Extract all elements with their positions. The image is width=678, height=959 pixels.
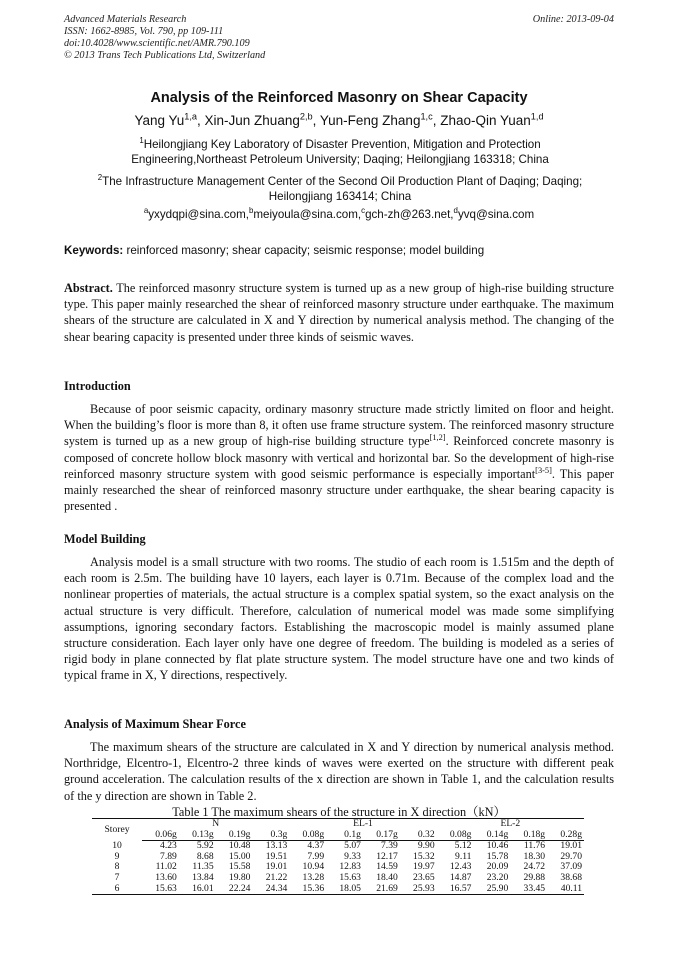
author-name: Yang Yu xyxy=(134,113,185,128)
shear-table xyxy=(92,818,584,895)
table-body xyxy=(92,841,584,895)
shear-value-cell: 15.00 xyxy=(228,850,251,862)
affiliation-sup: 2 xyxy=(97,173,103,183)
acceleration-header: 0.19g xyxy=(216,830,253,841)
shear-value-cell: 13.84 xyxy=(192,871,214,883)
shear-value-cell: 24.72 xyxy=(523,861,546,873)
journal-doi: doi:10.4028/www.scientific.net/AMR.790.109 xyxy=(64,38,250,49)
shear-value-cell: 18.30 xyxy=(523,850,546,862)
author-sup: 1,c xyxy=(420,111,433,122)
shear-value-cell: 19.01 xyxy=(265,861,288,873)
shear-value-cell: 10.48 xyxy=(228,840,251,852)
intro-text-3: . This paper mainly researched the shear of reinforced masonry structure under earthquake, the shear bearing capacity is presented . xyxy=(64,466,615,514)
shear-value-cell: 7.89 xyxy=(160,850,177,862)
shear-value-cell: 12.43 xyxy=(449,861,472,873)
author-name: Yun-Feng Zhang xyxy=(319,113,421,128)
shear-value-cell: 21.22 xyxy=(265,871,288,883)
shear-value-cell: 23.20 xyxy=(486,871,509,883)
author-name: Xin-Jun Zhuang xyxy=(204,113,300,128)
shear-value-cell: 12.17 xyxy=(376,850,398,862)
shear-value-cell: 11.76 xyxy=(523,840,546,852)
acceleration-header: 0.1g xyxy=(326,830,363,841)
shear-value-cell: 20.09 xyxy=(486,861,509,873)
shear-value-cell: 15.63 xyxy=(142,884,179,895)
citation[interactable]: [3-5] xyxy=(535,465,552,475)
author-sup: 1,d xyxy=(530,111,544,122)
journal-copyright: © 2013 Trans Tech Publications Ltd, Switzerland xyxy=(64,50,266,61)
introduction-paragraph xyxy=(64,401,614,514)
shear-value-cell: 19.80 xyxy=(228,871,251,883)
group-header: EL-1 xyxy=(289,819,436,830)
email-address[interactable]: yvq@sina.com xyxy=(457,208,535,221)
shear-value-cell: 11.02 xyxy=(155,861,177,873)
table-row xyxy=(92,884,584,895)
table-caption: Table 1 The maximum shears of the structure in X direction（kN） xyxy=(172,805,506,819)
citation[interactable]: [1,2] xyxy=(429,433,446,443)
shear-value-cell: 7.39 xyxy=(381,840,398,852)
shear-value-cell: 9.90 xyxy=(417,840,435,852)
shear-value-cell: 21.69 xyxy=(363,884,400,895)
shear-value-cell: 7.99 xyxy=(307,850,325,862)
acceleration-header: 0.32 xyxy=(400,830,437,841)
shear-value-cell: 18.05 xyxy=(326,884,363,895)
table-row xyxy=(92,873,584,884)
table-subheader-row xyxy=(92,830,584,841)
shear-value-cell: 15.78 xyxy=(486,850,509,862)
shear-value-cell: 4.37 xyxy=(307,840,325,852)
section-heading-model-building: Model Building xyxy=(64,532,146,546)
shear-value-cell: 16.57 xyxy=(437,884,474,895)
email-address[interactable]: gch-zh@263.net, xyxy=(365,208,454,221)
author-sup: 2,b xyxy=(299,111,313,122)
shear-value-cell: 37.09 xyxy=(560,861,582,873)
affiliation-line: Engineering,Northeast Petroleum University; Daqing; Heilongjiang 163318; China xyxy=(131,153,549,166)
abstract-label: Abstract. xyxy=(64,281,113,295)
shear-value-cell: 29.70 xyxy=(560,850,582,862)
group-header: N xyxy=(142,819,289,830)
shear-value-cell: 14.87 xyxy=(449,871,472,883)
shear-value-cell: 8.68 xyxy=(196,850,214,862)
shear-value-cell: 16.01 xyxy=(179,884,216,895)
shear-value-cell: 14.59 xyxy=(376,861,398,873)
storey-cell: 6 xyxy=(92,884,142,895)
shear-value-cell: 9.33 xyxy=(344,850,361,862)
shear-value-cell: 29.88 xyxy=(523,871,546,883)
email-sup: b xyxy=(248,206,254,216)
shear-value-cell: 15.36 xyxy=(289,884,326,895)
keywords-label: Keywords: xyxy=(64,244,124,257)
shear-value-cell: 15.32 xyxy=(413,850,435,862)
shear-value-cell: 15.58 xyxy=(228,861,251,873)
storey-cell: 7 xyxy=(114,871,120,883)
author-emails xyxy=(0,208,678,221)
email-sup: c xyxy=(361,206,366,216)
storey-header: Storey xyxy=(92,819,142,841)
shear-value-cell: 9.11 xyxy=(455,850,472,862)
shear-value-cell: 13.60 xyxy=(155,871,177,883)
shear-value-cell: 40.11 xyxy=(547,884,584,895)
shear-value-cell: 13.13 xyxy=(265,840,288,852)
group-header: EL-2 xyxy=(437,819,584,830)
affiliation-1 xyxy=(60,137,620,167)
paper-title: Analysis of the Reinforced Masonry on Shear Capacity xyxy=(150,90,528,106)
shear-value-cell: 5.92 xyxy=(196,840,214,852)
affiliation-line: The Infrastructure Management Center of the Second Oil Production Plant of Daqing; Daqing; xyxy=(102,175,583,188)
shear-value-cell: 19.97 xyxy=(413,861,435,873)
email-address[interactable]: meiyoula@sina.com, xyxy=(253,208,362,221)
acceleration-header: 0.08g xyxy=(289,830,326,841)
table-group-row xyxy=(92,819,584,830)
acceleration-header: 0.17g xyxy=(363,830,400,841)
acceleration-header: 0.13g xyxy=(179,830,216,841)
affiliation-sup: 1 xyxy=(139,136,144,146)
author-list: Yang Yu$^{1,a}$, Xin-Jun Zhuang$^{2,b}$, Yun-Feng Zhang$^{1,c}$, Zhao-Qin Yuan$^{1,d}$ xyxy=(134,111,544,128)
acceleration-header: 0.18g xyxy=(510,830,547,841)
shear-value-cell: 23.65 xyxy=(413,871,435,883)
author-name: Zhao-Qin Yuan xyxy=(440,113,531,128)
shear-value-cell: 11.35 xyxy=(192,861,214,873)
shear-value-cell: 5.12 xyxy=(454,840,472,852)
journal-header xyxy=(64,14,265,62)
affiliation-line: Heilongjiang 163414; China xyxy=(268,190,412,203)
storey-cell: 8 xyxy=(114,861,120,873)
section-heading-shear-force: Analysis of Maximum Shear Force xyxy=(64,717,246,731)
journal-name: Advanced Materials Research xyxy=(64,14,187,25)
email-address[interactable]: yxydqpi@sina.com, xyxy=(148,208,249,221)
shear-value-cell: 24.34 xyxy=(252,884,289,895)
email-sup: d xyxy=(453,206,458,216)
shear-value-cell: 19.01 xyxy=(560,840,582,852)
shear-value-cell: 38.68 xyxy=(560,871,582,883)
journal-issn: ISSN: 1662-8985, Vol. 790, pp 109-111 xyxy=(64,26,224,37)
shear-value-cell: 33.45 xyxy=(510,884,547,895)
acceleration-header: 0.14g xyxy=(473,830,510,841)
intro-text-2: . Reinforced concrete masonry is composed of concrete hollow block masonry with vertical and horizontal bar. So the development of high-rise reinforced masonry structure system with good seismic performance is especially important xyxy=(64,434,614,481)
shear-value-cell: 25.90 xyxy=(473,884,510,895)
affiliation-2 xyxy=(60,174,620,204)
keywords xyxy=(64,244,616,257)
shear-value-cell: 25.93 xyxy=(400,884,437,895)
shear-value-cell: 15.63 xyxy=(339,871,361,883)
email-sup: a xyxy=(143,206,149,216)
affiliation-line: Heilongjiang Key Laboratory of Disaster Prevention, Mitigation and Protection xyxy=(143,138,541,151)
storey-cell: 10 xyxy=(112,839,122,851)
model-building-paragraph: Analysis model is a small structure with two rooms. The studio of each room is 1.515m and the depth of each room is 2.5m. The building have 10 layers, each layer is 0.71m. Because of the complex load and the nonlinear properties of materials, the actual structure is a complex spatial system, so the exact analysis on the actual structure is very difficult. Therefore, calculation of numerical model was made some simplifying assumptions, ignoring secondary factors. Establishing the macroscopic model is mainly assumed plane structure consideration. Each layer only have one degree of freedom. The building is modeled as a series of rigid body in plane connected by flat plate structure system. The model structure have one and two kinds of typical frame in X, Y directions, respectively. xyxy=(64,555,614,683)
acceleration-header: 0.3g xyxy=(252,830,289,841)
shear-value-cell: 19.51 xyxy=(265,850,288,862)
shear-value-cell: 12.83 xyxy=(339,861,361,873)
acceleration-header: 0.28g xyxy=(547,830,584,841)
section-heading-introduction: Introduction xyxy=(64,379,131,393)
online-date: Online: 2013-09-04 xyxy=(532,14,614,25)
storey-cell: 9 xyxy=(114,850,120,862)
shear-value-cell: 22.24 xyxy=(216,884,253,895)
shear-value-cell: 18.40 xyxy=(376,871,398,883)
shear-value-cell: 4.23 xyxy=(160,840,177,852)
shear-value-cell: 10.46 xyxy=(486,840,509,852)
intro-text-1: Because of poor seismic capacity, ordinary masonry structure made strictly limited on floor and height. When the building’s floor is more than 8, it often use frame structure system. The reinforced masonry structure system is turned up as a new group of high-rise building structure type xyxy=(64,402,614,449)
shear-value-cell: 10.94 xyxy=(302,861,325,873)
abstract xyxy=(64,280,614,345)
acceleration-header: 0.08g xyxy=(437,830,474,841)
author-sup: 1,a xyxy=(184,111,198,122)
acceleration-header: 0.06g xyxy=(142,830,179,841)
keywords-text: reinforced masonry; shear capacity; seismic response; model building xyxy=(123,244,485,257)
shear-force-paragraph: The maximum shears of the structure are calculated in X and Y direction by numerical analysis method. Northridge, Elcentro-1, Elcentro-2 three kinds of waves were exerted on the structure with different peak ground acceleration. The calculation results of the x direction are shown in Table 1, and the calculation results of the y direction are shown in Table 2. xyxy=(64,740,614,803)
shear-value-cell: 13.28 xyxy=(302,871,325,883)
shear-value-cell: 5.07 xyxy=(344,840,361,852)
abstract-text: The reinforced masonry structure system is turned up as a new group of high-rise building structure type. This paper mainly researched the shear of reinforced masonry structure under earthquake. The maximum shears of the structure are calculated in X and Y direction by numerical analysis method. The changing of the shear bearing capacity is presented under three kinds of seismic waves. xyxy=(64,281,614,344)
